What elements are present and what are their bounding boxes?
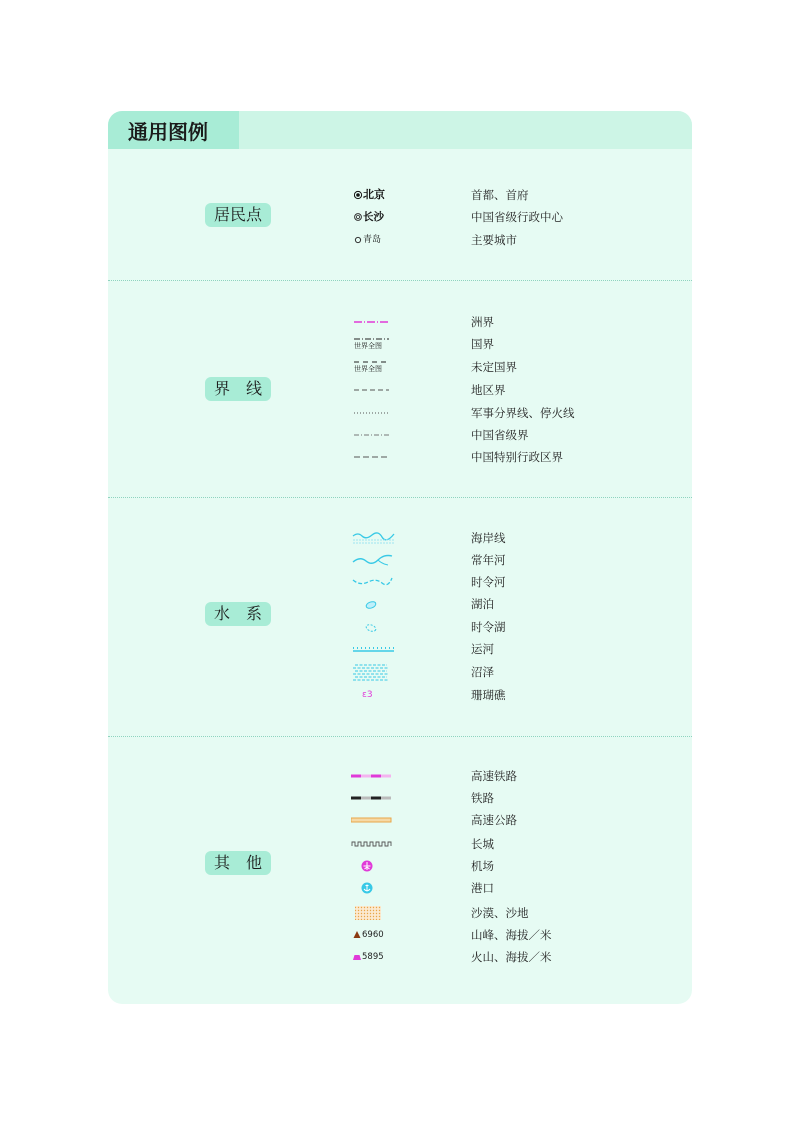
legend-desc: 中国省级行政中心 xyxy=(471,210,563,224)
region-boundary-line-icon xyxy=(351,380,401,400)
legend-row xyxy=(108,447,692,467)
city-label-changsha: 长沙 xyxy=(363,211,384,223)
swamp-icon xyxy=(351,662,401,682)
provincial-capital-icon xyxy=(351,207,401,227)
legend-desc: 港口 xyxy=(471,881,494,895)
category-label-water: 水 系 xyxy=(205,602,271,626)
title-box xyxy=(108,111,239,149)
volcano-icon xyxy=(351,947,401,967)
legend-desc: 珊瑚礁 xyxy=(471,688,506,702)
canal-icon xyxy=(351,639,401,659)
sar-boundary-line-icon xyxy=(351,447,401,467)
city-label-qingdao: 青岛 xyxy=(363,235,382,245)
legend-desc: 机场 xyxy=(471,859,494,873)
legend-row xyxy=(108,878,692,898)
category-label-boundaries: 界 线 xyxy=(205,377,271,401)
legend-desc: 常年河 xyxy=(471,553,506,567)
section-boundaries xyxy=(108,281,692,497)
legend-row xyxy=(108,528,692,548)
military-line-icon xyxy=(351,403,401,423)
legend-row xyxy=(108,425,692,445)
section-water xyxy=(108,498,692,736)
legend-desc: 海岸线 xyxy=(471,531,506,545)
continent-boundary-line-icon xyxy=(351,312,401,332)
perennial-river-icon xyxy=(351,550,401,570)
legend-desc: 首都、首府 xyxy=(471,188,529,202)
city-label-beijing: 北京 xyxy=(363,188,385,201)
legend-card xyxy=(108,111,692,1004)
legend-row xyxy=(108,662,692,682)
coastline-icon xyxy=(351,528,401,548)
legend-row xyxy=(108,572,692,592)
legend-desc: 长城 xyxy=(471,837,494,851)
legend-desc: 高速铁路 xyxy=(471,769,517,783)
national-boundary-line-icon xyxy=(351,334,401,354)
legend-desc: 军事分界线、停火线 xyxy=(471,406,575,420)
legend-row xyxy=(108,550,692,570)
legend-desc: 地区界 xyxy=(471,383,506,397)
legend-row xyxy=(108,380,692,400)
legend-desc: 时令湖 xyxy=(471,620,506,634)
legend-row xyxy=(108,403,692,423)
elevation-label: 5895 xyxy=(362,952,384,962)
category-label-settlements: 居民点 xyxy=(205,203,271,227)
provincial-boundary-line-icon xyxy=(351,425,401,445)
port-icon xyxy=(351,878,401,898)
legend-row xyxy=(108,639,692,659)
legend-desc: 时令河 xyxy=(471,575,506,589)
legend-desc: 沙漠、沙地 xyxy=(471,906,529,920)
category-label-other: 其 他 xyxy=(205,851,271,875)
legend-desc: 山峰、海拔／米 xyxy=(471,928,552,942)
legend-desc: 中国省级界 xyxy=(471,428,529,442)
legend-row xyxy=(108,788,692,808)
legend-desc: 湖泊 xyxy=(471,597,494,611)
legend-desc: 中国特别行政区界 xyxy=(471,450,563,464)
legend-row xyxy=(108,947,692,967)
legend-desc: 铁路 xyxy=(471,791,494,805)
section-settlements xyxy=(108,149,692,280)
elevation-label: 6960 xyxy=(362,930,384,940)
legend-row xyxy=(108,312,692,332)
undetermined-boundary-line-icon xyxy=(351,357,401,377)
legend-row xyxy=(108,925,692,945)
legend-row xyxy=(108,856,692,876)
expressway-icon xyxy=(351,810,401,830)
airport-icon xyxy=(351,856,401,876)
legend-desc: 火山、海拔／米 xyxy=(471,950,552,964)
legend-row xyxy=(108,207,692,227)
high-speed-railway-icon xyxy=(351,766,401,786)
section-other xyxy=(108,737,692,1004)
map-label: 世界全图 xyxy=(354,342,382,350)
legend-row xyxy=(108,903,692,923)
coral-reef-icon: ε3 xyxy=(362,690,373,700)
page-title: 通用图例 xyxy=(128,120,208,144)
map-label: 世界全图 xyxy=(354,365,382,373)
legend-row xyxy=(108,185,692,205)
major-city-circle-icon xyxy=(351,230,401,250)
legend-desc: 洲界 xyxy=(471,315,494,329)
seasonal-lake-icon xyxy=(351,617,401,637)
legend-row xyxy=(108,810,692,830)
legend-desc: 运河 xyxy=(471,642,494,656)
legend-row xyxy=(108,357,692,377)
legend-row xyxy=(108,834,692,854)
lake-icon xyxy=(351,594,401,614)
seasonal-river-icon xyxy=(351,572,401,592)
legend-row xyxy=(108,617,692,637)
great-wall-icon xyxy=(351,834,401,854)
railway-icon xyxy=(351,788,401,808)
legend-row xyxy=(108,334,692,354)
legend-desc: 主要城市 xyxy=(471,233,517,247)
legend-row xyxy=(108,685,692,705)
capital-dot-icon xyxy=(351,185,401,205)
legend-desc: 高速公路 xyxy=(471,813,517,827)
legend-row xyxy=(108,766,692,786)
mountain-peak-icon xyxy=(351,925,401,945)
legend-row xyxy=(108,594,692,614)
legend-row xyxy=(108,230,692,250)
desert-icon xyxy=(351,903,401,923)
legend-desc: 沼泽 xyxy=(471,665,494,679)
legend-desc: 未定国界 xyxy=(471,360,517,374)
title-bar xyxy=(108,111,692,149)
legend-desc: 国界 xyxy=(471,337,494,351)
